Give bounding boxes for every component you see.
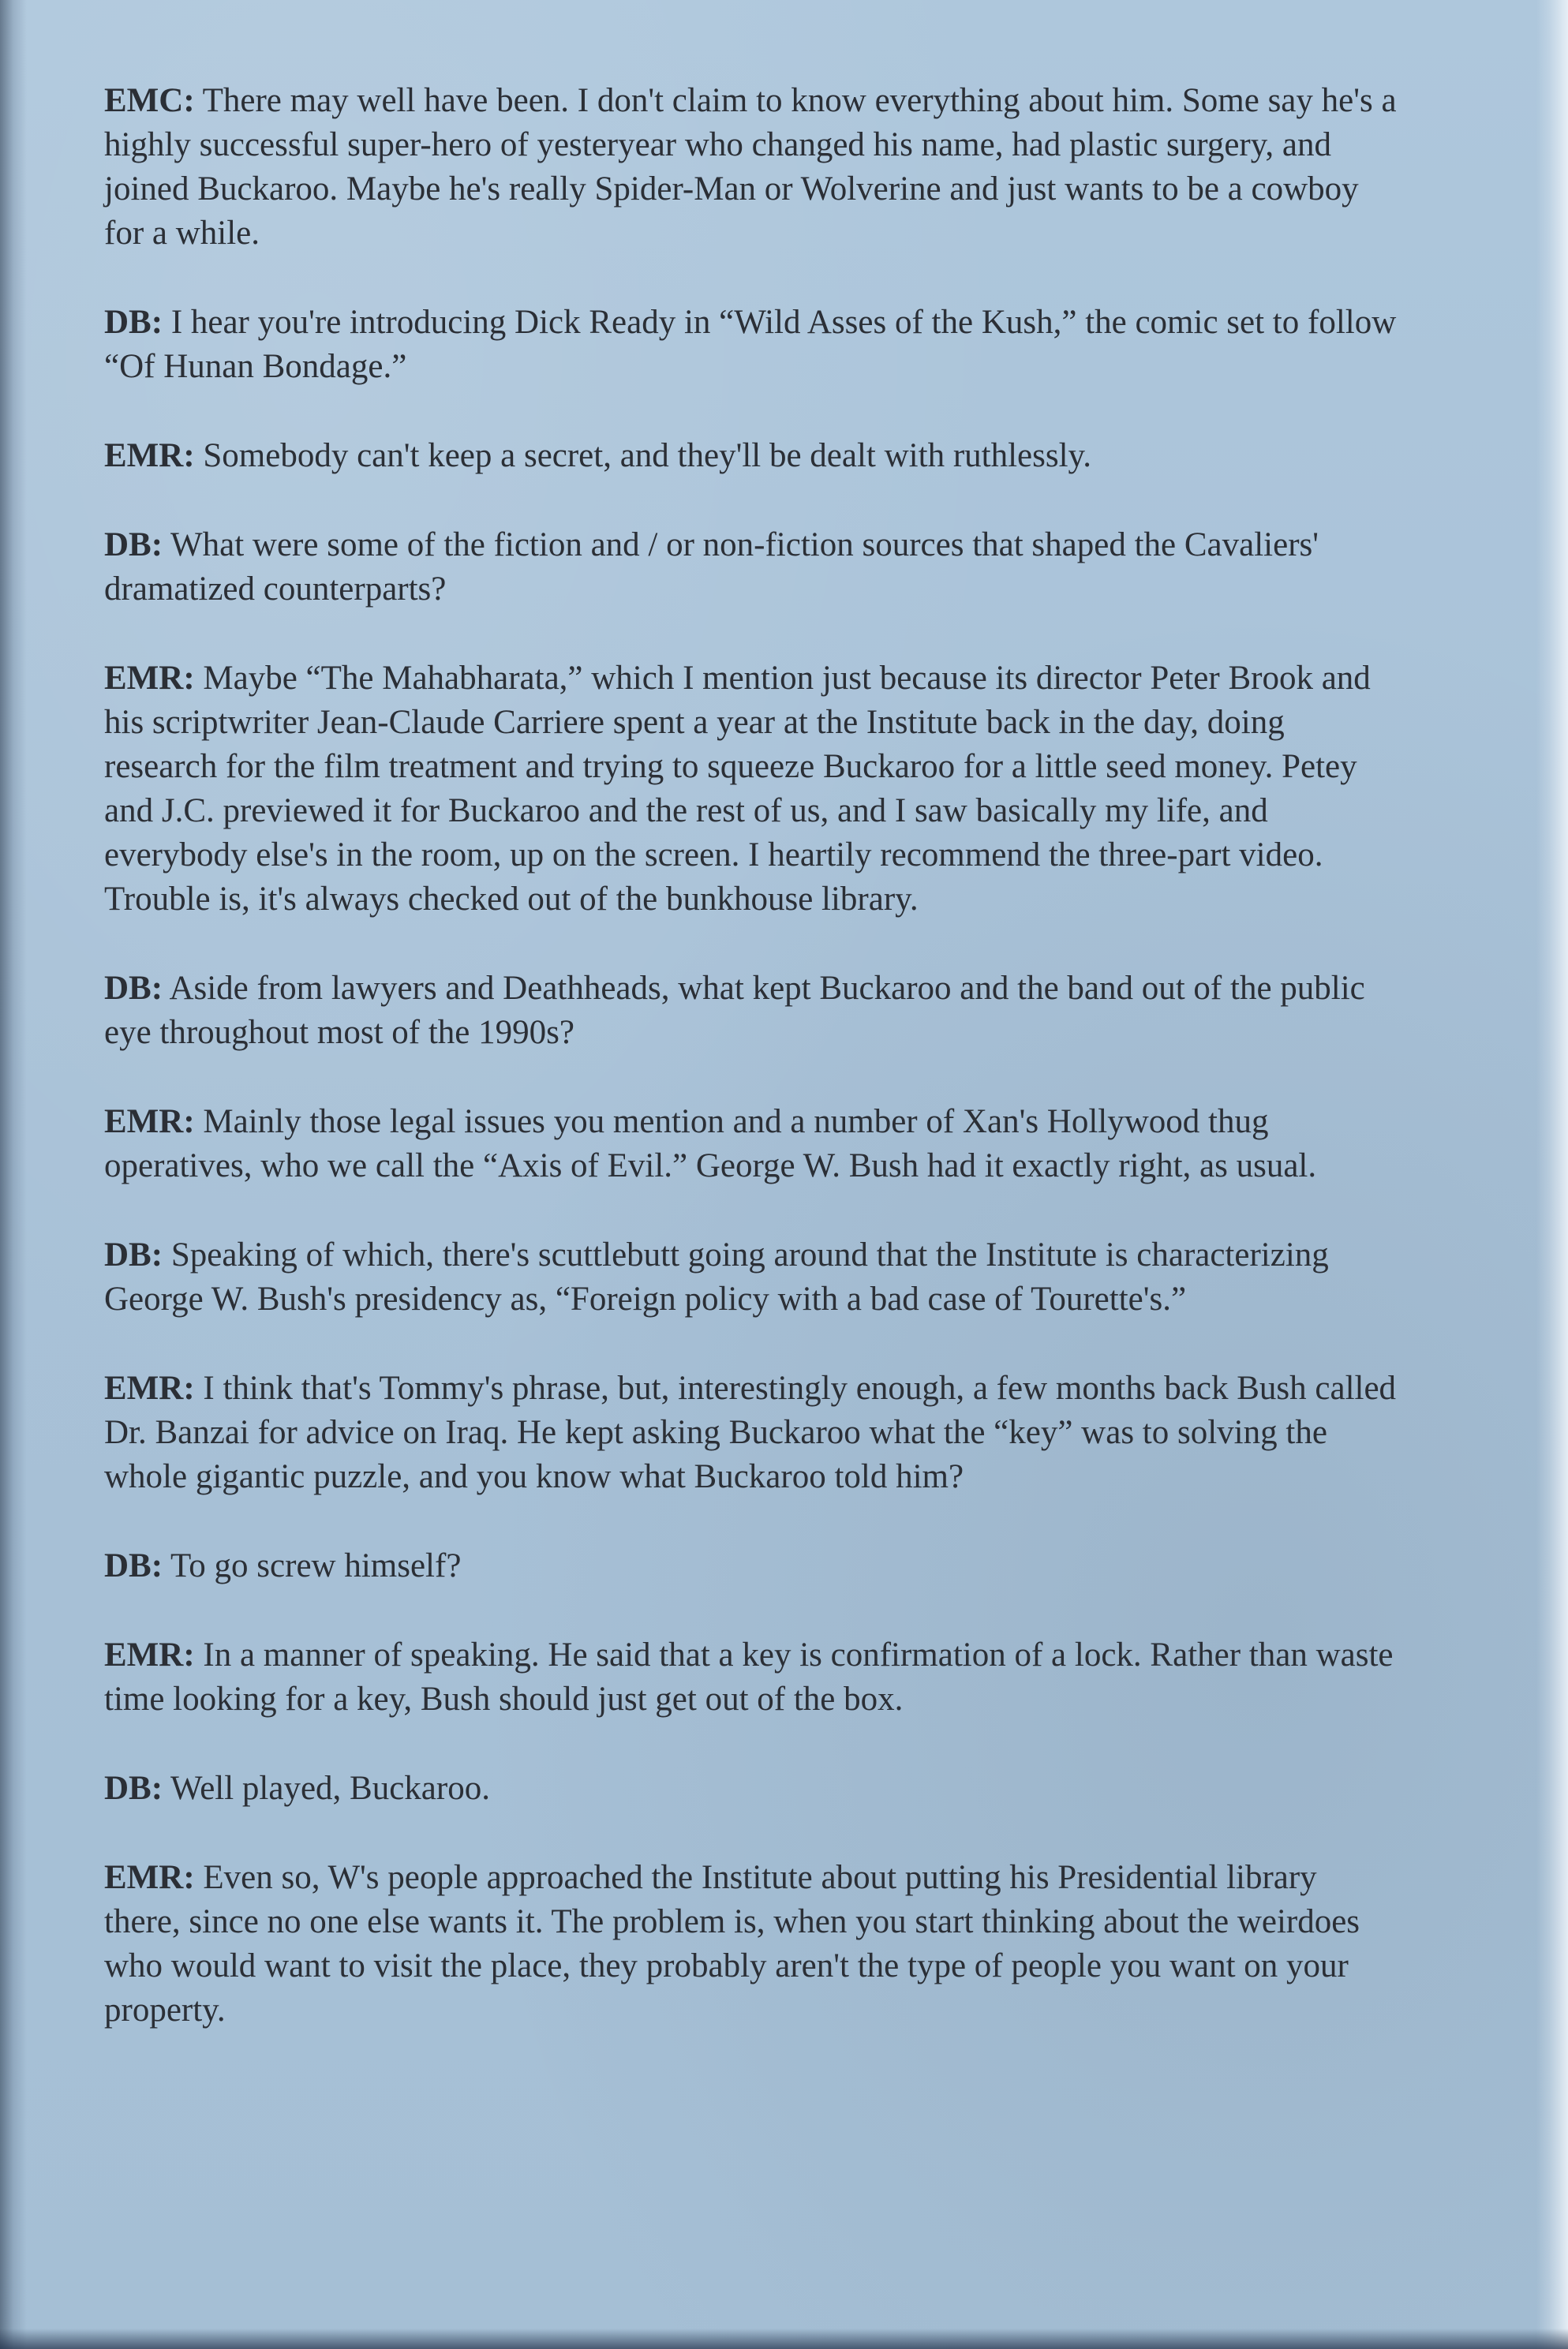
speaker-label: DB: — [104, 970, 163, 1007]
speaker-label: DB: — [104, 1770, 163, 1807]
paragraph — [104, 523, 1398, 612]
paragraph-text: Speaking of which, there's scuttlebutt going around that the Institute is characterizing George W. Bush's presidency as, “Foreign policy with a bad case of Tourette's.” — [104, 1236, 1329, 1318]
paragraph — [104, 1100, 1398, 1188]
paragraph — [104, 1233, 1398, 1322]
paragraph-text: In a manner of speaking. He said that a key is confirmation of a lock. Rather than waste time looking for a key, Bush should just get out of the box. — [104, 1636, 1394, 1718]
paragraph-text: There may well have been. I don't claim to know everything about him. Some say he's a highly successful super-hero of yesteryear who changed his name, had plastic surgery, and joined Buckaroo. Maybe he's really Spider-Man or Wolverine and just wants to be a cowboy for a while. — [104, 82, 1397, 252]
speaker-label: EMR: — [104, 1103, 195, 1140]
paragraph-text: Somebody can't keep a secret, and they'll be dealt with ruthlessly. — [203, 437, 1091, 474]
paragraph-text: I think that's Tommy's phrase, but, interestingly enough, a few months back Bush called Dr. Banzai for advice on Iraq. He kept asking Buckaroo what the “key” was to solving the whole gigantic puzzle, and you know what Buckaroo told him? — [104, 1370, 1397, 1495]
paragraph — [104, 1767, 1398, 1811]
paragraph-text: Maybe “The Mahabharata,” which I mention just because its director Peter Brook and his scriptwriter Jean-Claude Carriere spent a year at the Institute back in the day, doing research for the film treatment and trying to squeeze Buckaroo for a little seed money. Petey and J.C. previewed it for Buckaroo and the rest of us, and I saw basically my life, and everybody else's in the room, up on the screen. I heartily recommend the three-part video. Trouble is, it's always checked out of the bunkhouse library. — [104, 660, 1371, 918]
speaker-label: EMR: — [104, 437, 195, 474]
paragraph-text: Aside from lawyers and Deathheads, what kept Buckaroo and the band out of the public eye throughout most of the 1990s? — [104, 970, 1365, 1051]
paragraph-text: What were some of the fiction and / or non-fiction sources that shaped the Cavaliers' dramatized counterparts? — [104, 526, 1319, 608]
paragraph — [104, 79, 1398, 256]
speaker-label: DB: — [104, 1547, 163, 1584]
spine-shadow — [0, 0, 27, 2349]
paragraph-text: Even so, W's people approached the Institute about putting his Presidential library there, since no one else wants it. The problem is, when you start thinking about the weirdoes who would want to visit the place, they probably aren't the type of people you want on your property. — [104, 1859, 1360, 2029]
page-edge — [1536, 0, 1568, 2349]
paragraph — [104, 656, 1398, 922]
speaker-label: EMC: — [104, 82, 195, 119]
speaker-label: DB: — [104, 1236, 163, 1274]
paragraph — [104, 434, 1398, 478]
paragraph — [104, 301, 1398, 389]
paragraph — [104, 1856, 1398, 2033]
paragraph — [104, 967, 1398, 1055]
paragraph-text: To go screw himself? — [170, 1547, 462, 1584]
speaker-label: EMR: — [104, 1859, 195, 1896]
bottom-edge-shadow — [0, 2328, 1568, 2349]
paragraph — [104, 1633, 1398, 1722]
speaker-label: DB: — [104, 304, 163, 341]
paragraph-text: Well played, Buckaroo. — [170, 1770, 490, 1807]
paragraph-text: I hear you're introducing Dick Ready in “Wild Asses of the Kush,” the comic set to follow “Of Hunan Bondage.” — [104, 304, 1397, 385]
paragraph — [104, 1367, 1398, 1499]
speaker-label: EMR: — [104, 1636, 195, 1674]
speaker-label: EMR: — [104, 1370, 195, 1407]
speaker-label: EMR: — [104, 660, 195, 697]
interview-text — [104, 79, 1398, 2078]
paragraph-text: Mainly those legal issues you mention and a number of Xan's Hollywood thug operatives, who we call the “Axis of Evil.” George W. Bush had it exactly right, as usual. — [104, 1103, 1317, 1184]
speaker-label: DB: — [104, 526, 163, 563]
paragraph — [104, 1544, 1398, 1588]
